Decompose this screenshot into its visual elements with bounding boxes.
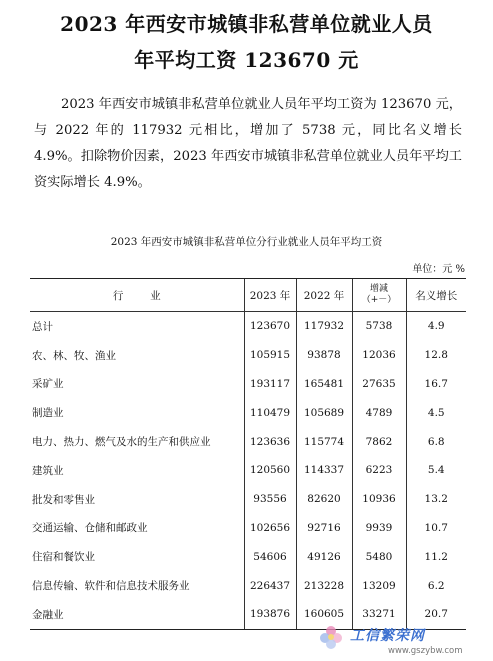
table-header-row	[30, 279, 466, 312]
cell-industry: 采矿业	[32, 378, 64, 391]
cell-2023: 123670	[244, 312, 296, 341]
header-change-sub: （+－）	[361, 295, 397, 305]
cell-industry: 交通运输、仓储和邮政业	[32, 522, 148, 535]
cell-industry: 农、林、牧、渔业	[32, 349, 116, 362]
cell-growth: 4.9	[406, 312, 466, 341]
cell-change: 6223	[352, 456, 406, 485]
cell-2022: 165481	[296, 370, 352, 399]
watermark-site-name: 工信繁荣网	[350, 628, 425, 644]
cell-change: 33271	[352, 600, 406, 629]
cell-change: 13209	[352, 571, 406, 600]
cell-2022: 92716	[296, 514, 352, 543]
table-row	[30, 427, 466, 456]
document-title-line1: 2023 年西安市城镇非私营单位就业人员	[60, 12, 433, 36]
cell-growth: 16.7	[406, 370, 466, 399]
cell-industry: 金融业	[30, 600, 244, 629]
cell-industry: 制造业	[32, 407, 64, 420]
flower-logo-icon	[318, 624, 344, 650]
cell-change: 5480	[352, 542, 406, 571]
cell-2023: 105915	[244, 341, 296, 370]
cell-2023: 123636	[244, 427, 296, 456]
cell-2023: 120560	[244, 456, 296, 485]
cell-change: 9939	[352, 514, 406, 543]
cell-growth: 6.8	[406, 427, 466, 456]
cell-2023: 226437	[244, 571, 296, 600]
table-row	[30, 542, 466, 571]
cell-2023: 193117	[244, 370, 296, 399]
cell-industry: 电力、热力、燃气及水的生产和供应业	[32, 436, 211, 449]
header-2023: 2023 年	[244, 279, 296, 312]
cell-2022: 49126	[296, 542, 352, 571]
cell-2022: 115774	[296, 427, 352, 456]
table-row	[30, 485, 466, 514]
cell-2022: 93878	[296, 341, 352, 370]
cell-change: 10936	[352, 485, 406, 514]
cell-2022: 82620	[296, 485, 352, 514]
table-row	[30, 370, 466, 399]
cell-2023: 193876	[244, 600, 296, 629]
cell-growth: 20.7	[406, 600, 466, 629]
site-watermark	[318, 624, 493, 661]
cell-2022: 213228	[296, 571, 352, 600]
cell-change: 7862	[352, 427, 406, 456]
table-unit: 单位：元 %	[412, 264, 465, 275]
cell-growth: 5.4	[406, 456, 466, 485]
cell-growth: 6.2	[406, 571, 466, 600]
wage-table	[30, 278, 466, 630]
cell-growth: 13.2	[406, 485, 466, 514]
document-title-line2: 年平均工资 123670 元	[134, 48, 359, 72]
cell-2023: 110479	[244, 398, 296, 427]
cell-industry: 总计	[32, 320, 53, 333]
table-row	[30, 514, 466, 543]
header-growth: 名义增长	[406, 279, 466, 312]
cell-2023: 93556	[244, 485, 296, 514]
header-2022: 2022 年	[296, 279, 352, 312]
cell-2023: 54606	[244, 542, 296, 571]
header-industry: 行 业	[30, 279, 244, 312]
cell-2022: 117932	[296, 312, 352, 341]
cell-industry: 建筑业	[32, 464, 64, 477]
cell-growth: 12.8	[406, 341, 466, 370]
table-caption: 2023 年西安市城镇非私营单位分行业就业人员年平均工资	[110, 236, 383, 248]
cell-industry: 批发和零售业	[32, 493, 95, 506]
cell-growth: 10.7	[406, 514, 466, 543]
table-row	[30, 571, 466, 600]
header-change	[352, 279, 406, 312]
table-row	[30, 341, 466, 370]
cell-2022: 160605	[296, 600, 352, 629]
cell-change: 12036	[352, 341, 406, 370]
cell-growth: 11.2	[406, 542, 466, 571]
cell-change: 5738	[352, 312, 406, 341]
summary-paragraph: 2023 年西安市城镇非私营单位就业人员年平均工资为 123670 元，与 2022 年的 117932 元相比，增加了 5738 元，同比名义增长 4.9%。扣除物价因素，2023 年西安市城镇非私营单位就业人员年平均工资实际增长 4.9%。	[34, 97, 462, 190]
cell-2022: 114337	[296, 456, 352, 485]
cell-change: 27635	[352, 370, 406, 399]
cell-growth: 4.5	[406, 398, 466, 427]
table-row	[30, 312, 466, 341]
cell-industry: 住宿和餐饮业	[32, 551, 95, 564]
table-row	[30, 398, 466, 427]
header-change-label: 增减	[369, 284, 388, 294]
table-row	[30, 456, 466, 485]
watermark-url: www.gszybw.com	[388, 646, 463, 656]
cell-industry: 信息传输、软件和信息技术服务业	[32, 580, 190, 593]
cell-2023: 102656	[244, 514, 296, 543]
cell-2022: 105689	[296, 398, 352, 427]
cell-change: 4789	[352, 398, 406, 427]
